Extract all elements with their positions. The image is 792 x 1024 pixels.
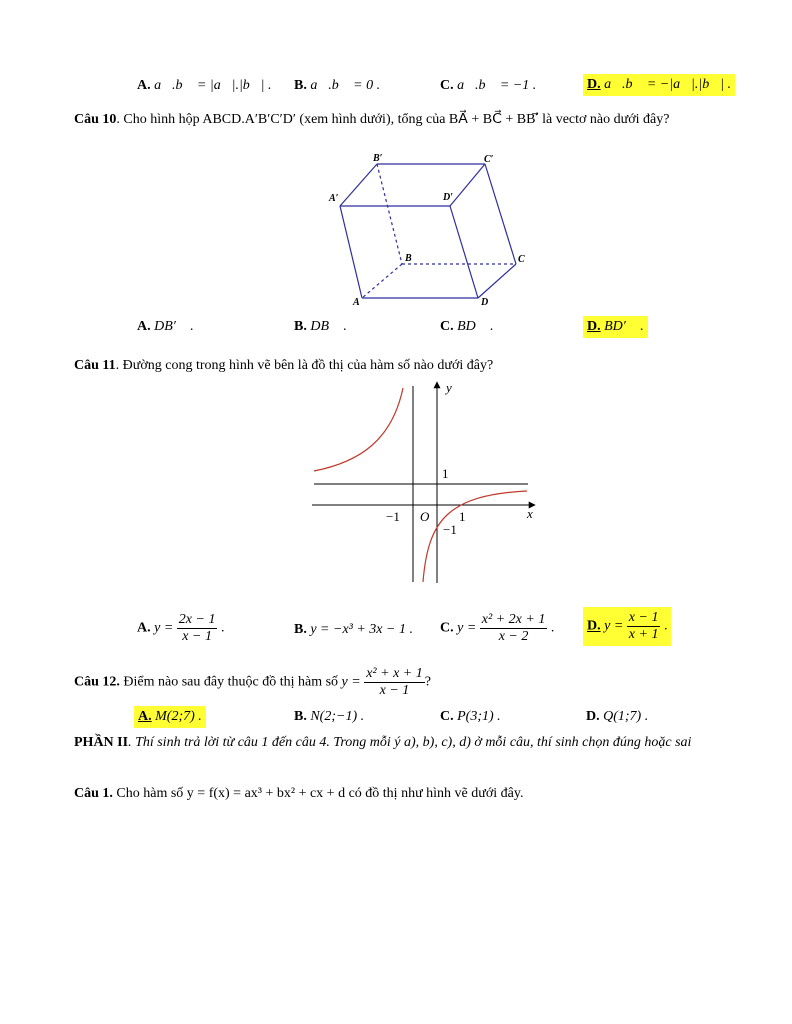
q9-option-c: C. a⃗.b⃗ = −1 . [440,78,537,93]
tick-label-x-minus-1: −1 [386,509,400,524]
curve-left-branch [314,388,403,471]
q10-stem: Câu 10. Cho hình hộp ABCD.A′B′C′D′ (xem hình dưới), tổng của BA⃗ + BC⃗ + BB′⃗ là vectơ nào dưới đây? [74,112,670,127]
q11-function-graph [305,378,545,588]
edge-b-a-hidden [362,264,402,298]
q11-option-c: C. y = $\frac{\text{x² + 2x + 1}}{x - 2}$ . [440,612,555,644]
label-a: A [353,297,360,308]
tick-label-y-1: 1 [442,466,449,481]
origin-label: O [420,509,430,524]
q11-option-d-highlighted: D. y = $\frac{x - 1}{x + 1}$ . [583,607,671,646]
q12-option-c: C. P(3;1) . [440,709,501,724]
edge-dprime-d [450,206,478,298]
q9-option-a: A. a⃗.b⃗ = |a⃗|.|b⃗| . [137,78,272,93]
q12-option-a-highlighted: A. M(2;7) . [134,706,206,728]
label-cprime: C′ [484,154,494,165]
q10-option-c: C. BD⃗ . [440,319,494,334]
edge-d-c [478,264,516,298]
label-c: C [518,254,525,265]
label-b: B [405,253,412,264]
q12-stem: Câu 12. Điểm nào sau đây thuộc đồ thị hàm số y = $\frac{\text{x² + x + 1}}{x - 1}$ ? [74,666,431,698]
edge-bprime-aprime [340,164,377,206]
q10-option-a: A. DB′⃗ . [137,319,194,334]
q10-parallelepiped-figure [320,148,540,313]
q9-option-b: B. a⃗.b⃗ = 0 . [294,78,381,93]
q11-option-a: A. y = $\frac{2x - 1}{x - 1}$ . [137,612,225,644]
edge-dprime-cprime [450,164,485,206]
label-dprime: D′ [443,192,454,203]
edge-bprime-b-hidden [377,164,402,264]
x-axis-label: x [527,506,533,521]
part2-question-1: Câu 1. Cho hàm số y = f(x) = ax³ + bx² + cx + d có đồ thị như hình vẽ dưới đây. [74,786,524,801]
q12-option-d: D. Q(1;7) . [586,709,649,724]
y-axis-label: y [446,380,452,395]
q10-option-b: B. DB⃗ . [294,319,347,334]
q11-stem: Câu 11. Đường cong trong hình vẽ bên là đồ thị của hàm số nào dưới đây? [74,358,494,373]
label-bprime: B′ [373,153,383,164]
q11-option-b: B. y = −x³ + 3x − 1 . [294,622,413,637]
part2-heading: PHẦN II. Thí sinh trả lời từ câu 1 đến câu 4. Trong mỗi ý a), b), c), d) ở mỗi câu, thí sinh chọn đúng hoặc sai [74,735,692,750]
label-aprime: A′ [329,193,339,204]
tick-label-x-1: 1 [459,509,466,524]
q10-option-d-highlighted: D. BD′⃗ . [583,316,648,338]
label-d: D [481,297,489,308]
q9-option-d-highlighted: D. a⃗.b⃗ = −|a⃗|.|b⃗| . [583,74,735,96]
tick-label-y-minus-1: −1 [443,522,457,537]
q12-option-b: B. N(2;−1) . [294,709,365,724]
edge-cprime-c [485,164,516,264]
edge-aprime-a [340,206,362,298]
